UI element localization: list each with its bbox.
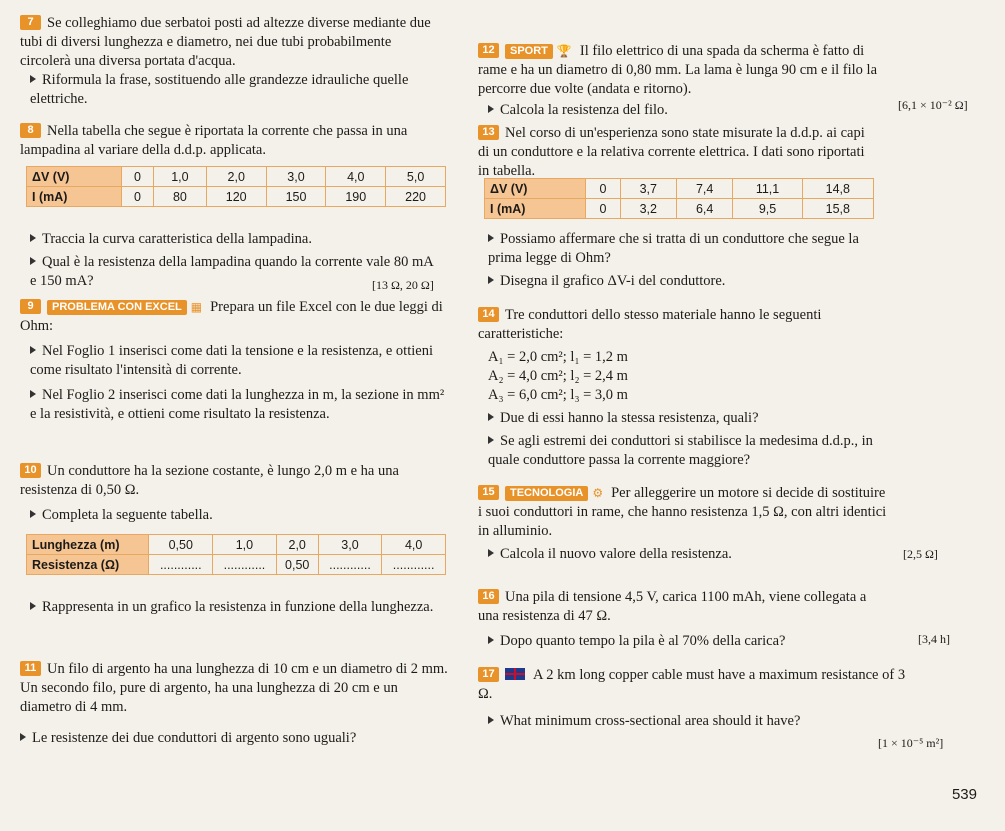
table-cell: 190 bbox=[326, 187, 386, 207]
exercise-14 bbox=[478, 306, 888, 470]
exercise-10 bbox=[20, 462, 450, 525]
formula-line: A₁ = 2,0 cm²; l₁ = 1,2 m bbox=[488, 349, 628, 365]
page-number: 539 bbox=[951, 786, 977, 803]
table-cell: 15,8 bbox=[802, 199, 873, 219]
bullet-icon bbox=[30, 510, 36, 518]
exercise-7 bbox=[20, 14, 440, 109]
exercise-10-task bbox=[30, 598, 450, 617]
bullet-icon bbox=[30, 390, 36, 398]
exercise-17 bbox=[478, 666, 908, 731]
table-cell: 14,8 bbox=[802, 179, 873, 199]
table-cell: 0,50 bbox=[149, 535, 213, 555]
bullet-icon bbox=[488, 436, 494, 444]
table-header-cell: Resistenza (Ω) bbox=[27, 555, 149, 575]
bullet-icon bbox=[488, 716, 494, 724]
table-cell: 150 bbox=[266, 187, 326, 207]
table-header-cell: I (mA) bbox=[485, 199, 586, 219]
exercise-task: What minimum cross-sectional area should it have? bbox=[500, 713, 801, 729]
exercise-task: Due di essi hanno la stessa resistenza, quali? bbox=[500, 410, 759, 426]
table-header-cell: I (mA) bbox=[27, 187, 122, 207]
table-header-cell: ΔV (V) bbox=[27, 167, 122, 187]
exercise-13-tasks bbox=[488, 230, 888, 291]
exercise-text: Un conduttore ha la sezione costante, è lungo 2,0 m e ha una resistenza di 0,50 Ω. bbox=[20, 463, 399, 498]
gear-icon: ⚙ bbox=[592, 486, 604, 500]
exercise-number: 16 bbox=[478, 589, 499, 604]
exercise-text: Un filo di argento ha una lunghezza di 10 cm e un diametro di 2 mm. Un secondo filo, pure di argento, ha una lunghezza di 20 cm e un diametro di 4 mm. bbox=[20, 661, 448, 715]
exercise-number: 7 bbox=[20, 15, 41, 30]
exercise-task: Possiamo affermare che si tratta di un conduttore che segue la prima legge di Ohm? bbox=[488, 231, 859, 266]
sport-badge: SPORT bbox=[505, 44, 553, 59]
exercise-13 bbox=[478, 124, 878, 181]
exercise-8 bbox=[20, 122, 440, 160]
table-row bbox=[27, 187, 446, 207]
exercise-task: Se agli estremi dei conduttori si stabilisce la medesima d.d.p., in quale conduttore passa la corrente maggiore? bbox=[488, 433, 873, 468]
exercise-task: Calcola la resistenza del filo. bbox=[500, 102, 668, 118]
exercise-task: Completa la seguente tabella. bbox=[42, 507, 213, 523]
table-cell: 0 bbox=[586, 199, 620, 219]
exercise-text: Per alleggerire un motore si decide di sostituire i suoi conduttori in rame, che hanno resistenza 1,5 Ω, con altri identici in alluminio. bbox=[478, 485, 887, 539]
table-cell: 3,0 bbox=[266, 167, 326, 187]
table-row bbox=[485, 199, 874, 219]
exercise-task: Calcola il nuovo valore della resistenza. bbox=[500, 546, 732, 562]
exercise-task: Le resistenze dei due conduttori di argento sono uguali? bbox=[32, 730, 357, 746]
exercise-task: Qual è la resistenza della lampadina quando la corrente vale 80 mA e 150 mA? bbox=[30, 254, 433, 289]
table-cell: 80 bbox=[153, 187, 206, 207]
table-cell: 9,5 bbox=[733, 199, 802, 219]
excel-icon: ▦ bbox=[190, 300, 203, 314]
exercise-task: Dopo quanto tempo la pila è al 70% della carica? bbox=[500, 633, 786, 649]
exercise-task: Riformula la frase, sostituendo alle grandezze idrauliche quelle elettriche. bbox=[30, 72, 409, 107]
exercise-task: Rappresenta in un grafico la resistenza in funzione della lunghezza. bbox=[42, 599, 434, 615]
exercise-answer: [13 Ω, 20 Ω] bbox=[372, 278, 434, 292]
exercise-answer: [3,4 h] bbox=[918, 632, 950, 646]
conductor-data-table bbox=[484, 178, 874, 219]
bullet-icon bbox=[488, 413, 494, 421]
lamp-data-table bbox=[26, 166, 446, 207]
exercise-text: Il filo elettrico di una spada da scherma è fatto di rame e ha un diametro di 0,80 mm. La lama è lunga 90 cm e il filo la percorre due volte (andata e ritorno). bbox=[478, 43, 878, 97]
bullet-icon bbox=[488, 234, 494, 242]
exercise-15 bbox=[478, 484, 888, 564]
table-cell: ............ bbox=[213, 555, 277, 575]
table-cell: 220 bbox=[386, 187, 446, 207]
table-cell: 2,0 bbox=[206, 167, 266, 187]
exercise-text: Prepara un file Excel con le due leggi di Ohm: bbox=[20, 299, 443, 334]
table-cell: 1,0 bbox=[153, 167, 206, 187]
exercise-number: 17 bbox=[478, 667, 499, 682]
exercise-16 bbox=[478, 588, 888, 651]
table-cell: 0 bbox=[586, 179, 620, 199]
table-cell: 3,2 bbox=[620, 199, 676, 219]
bullet-icon bbox=[30, 75, 36, 83]
table-cell: ............ bbox=[382, 555, 446, 575]
table-row bbox=[485, 179, 874, 199]
table-cell: 3,7 bbox=[620, 179, 676, 199]
excel-badge: PROBLEMA CON EXCEL bbox=[47, 300, 187, 315]
table-cell: 2,0 bbox=[276, 535, 318, 555]
bullet-icon bbox=[30, 602, 36, 610]
table-row bbox=[27, 535, 446, 555]
exercise-number: 14 bbox=[478, 307, 499, 322]
exercise-12 bbox=[478, 42, 878, 120]
exercise-number: 13 bbox=[478, 125, 499, 140]
exercise-number: 8 bbox=[20, 123, 41, 138]
uk-flag-icon bbox=[505, 668, 525, 680]
exercise-text: Tre conduttori dello stesso materiale hanno le seguenti caratteristiche: bbox=[478, 307, 822, 342]
formula-line: A₂ = 4,0 cm²; l₂ = 2,4 m bbox=[488, 368, 628, 384]
exercise-task: Nel Foglio 2 inserisci come dati la lunghezza in m, la sezione in mm² e la resistività, e ottieni come risultato la resistenza. bbox=[30, 387, 445, 422]
exercise-text: Una pila di tensione 4,5 V, carica 1100 mAh, viene collegata a una resistenza di 47 Ω. bbox=[478, 589, 867, 624]
exercise-answer: [6,1 × 10⁻² Ω] bbox=[898, 98, 968, 112]
table-cell: 5,0 bbox=[386, 167, 446, 187]
exercise-task: Disegna il grafico ΔV-i del conduttore. bbox=[500, 273, 726, 289]
table-cell: 1,0 bbox=[213, 535, 277, 555]
table-cell: 0,50 bbox=[276, 555, 318, 575]
table-cell: 6,4 bbox=[676, 199, 732, 219]
exercise-11 bbox=[20, 660, 450, 748]
bullet-icon bbox=[30, 234, 36, 242]
exercise-text: A 2 km long copper cable must have a maximum resistance of 3 Ω. bbox=[478, 667, 906, 702]
bullet-icon bbox=[20, 733, 26, 741]
exercise-answer: [2,5 Ω] bbox=[903, 547, 938, 561]
exercise-number: 11 bbox=[20, 661, 41, 676]
trophy-icon: 🏆 bbox=[556, 44, 572, 58]
exercise-number: 15 bbox=[478, 485, 499, 500]
table-cell: 3,0 bbox=[318, 535, 382, 555]
exercise-task: Traccia la curva caratteristica della lampadina. bbox=[42, 231, 312, 247]
bullet-icon bbox=[488, 105, 494, 113]
resistance-length-table bbox=[26, 534, 446, 575]
table-cell: 4,0 bbox=[326, 167, 386, 187]
table-cell: 7,4 bbox=[676, 179, 732, 199]
exercise-number: 9 bbox=[20, 299, 41, 314]
table-cell: 11,1 bbox=[733, 179, 802, 199]
bullet-icon bbox=[488, 549, 494, 557]
table-cell: 120 bbox=[206, 187, 266, 207]
table-header-cell: Lunghezza (m) bbox=[27, 535, 149, 555]
table-cell: ............ bbox=[318, 555, 382, 575]
exercise-9 bbox=[20, 298, 450, 424]
exercise-answer: [1 × 10⁻⁵ m²] bbox=[878, 736, 944, 750]
exercise-number: 10 bbox=[20, 463, 41, 478]
table-cell: 4,0 bbox=[382, 535, 446, 555]
technology-badge: TECNOLOGIA bbox=[505, 486, 588, 501]
table-row bbox=[27, 555, 446, 575]
exercise-text: Nella tabella che segue è riportata la corrente che passa in una lampadina al variare della d.d.p. applicata. bbox=[20, 123, 408, 158]
exercise-text: Se colleghiamo due serbatoi posti ad altezze diverse mediante due tubi di diversi lunghezza e diametro, nei due tubi probabilmente circolerà una diversa portata d'acqua. bbox=[20, 15, 431, 69]
bullet-icon bbox=[30, 257, 36, 265]
table-header-cell: ΔV (V) bbox=[485, 179, 586, 199]
formula-line: A₃ = 6,0 cm²; l₃ = 3,0 m bbox=[488, 387, 628, 403]
table-cell: ............ bbox=[149, 555, 213, 575]
exercise-number: 12 bbox=[478, 43, 499, 58]
bullet-icon bbox=[488, 276, 494, 284]
table-row bbox=[27, 167, 446, 187]
exercise-task: Nel Foglio 1 inserisci come dati la tensione e la resistenza, e ottieni come risultato l'intensità di corrente. bbox=[30, 343, 433, 378]
bullet-icon bbox=[30, 346, 36, 354]
table-cell: 0 bbox=[122, 187, 154, 207]
bullet-icon bbox=[488, 636, 494, 644]
exercise-text: Nel corso di un'esperienza sono state misurate la d.d.p. ai capi di un conduttore e la relativa corrente elettrica. I dati sono riportati in tabella. bbox=[478, 125, 865, 179]
table-cell: 0 bbox=[122, 167, 154, 187]
